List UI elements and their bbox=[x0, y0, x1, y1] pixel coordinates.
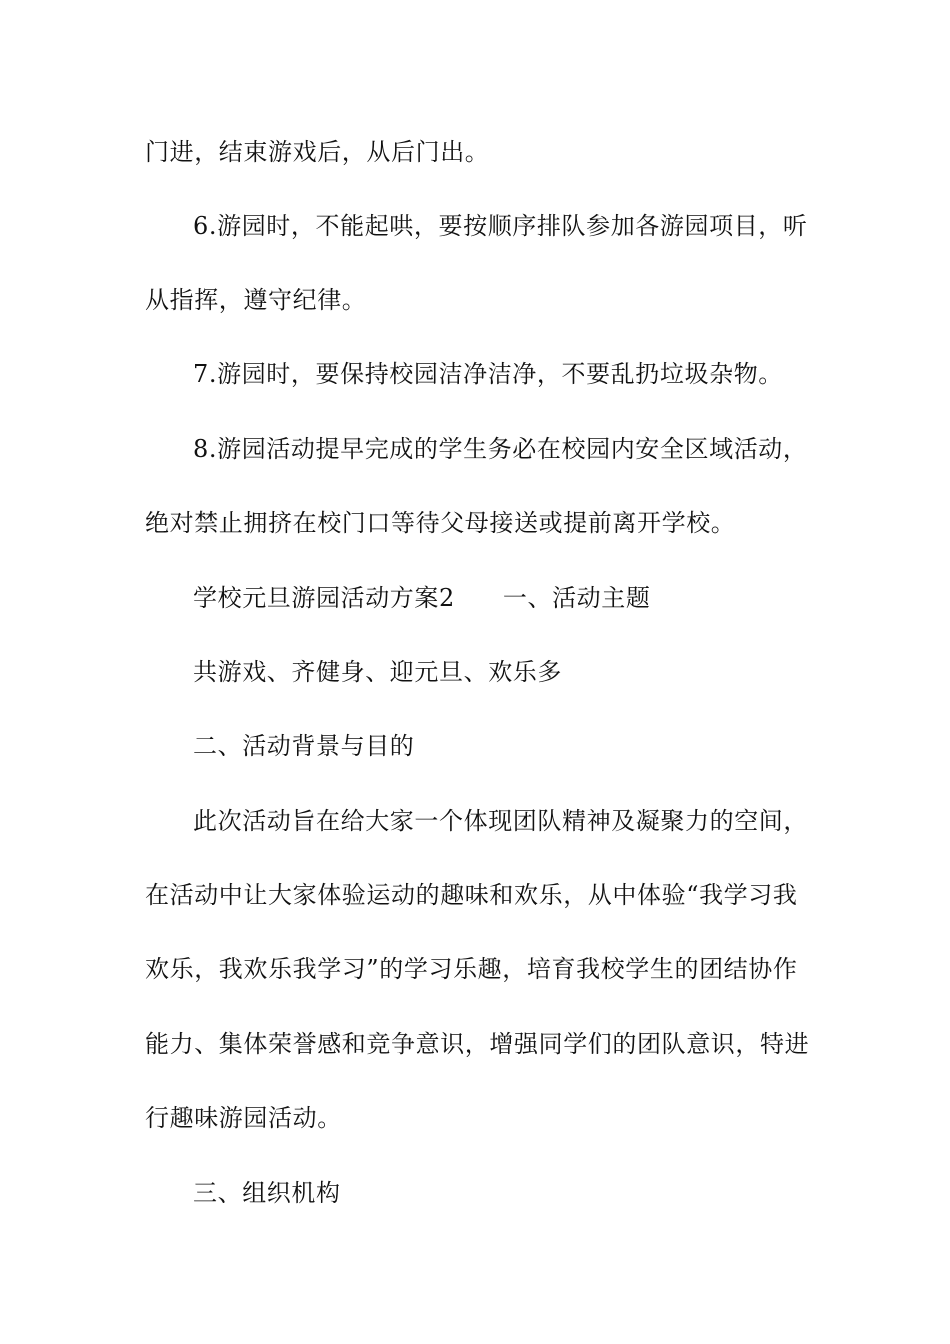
text-line-1: 门进，结束游戏后，从后门出。 bbox=[145, 138, 490, 166]
background-text-line-4: 能力、集体荣誉感和竞争意识，增强同学们的团队意识，特进 bbox=[145, 1030, 810, 1058]
plan-title: 学校元旦游园活动方案2 bbox=[193, 584, 455, 612]
theme-text: 共游戏、齐健身、迎元旦、欢乐多 bbox=[193, 658, 562, 686]
background-text-line-5: 行趣味游园活动。 bbox=[145, 1104, 342, 1132]
background-text-line-3: 欢乐，我欢乐我学习”的学习乐趣，培育我校学生的团结协作 bbox=[145, 955, 798, 983]
rule-7: 7.游园时，要保持校园洁净洁净，不要乱扔垃圾杂物。 bbox=[193, 360, 783, 388]
background-heading: 二、活动背景与目的 bbox=[193, 732, 415, 760]
organization-heading: 三、组织机构 bbox=[193, 1179, 341, 1207]
rule-6-line-2: 从指挥，遵守纪律。 bbox=[145, 286, 367, 314]
theme-heading: 一、活动主题 bbox=[502, 584, 651, 612]
rule-8-line-1: 8.游园活动提早完成的学生务必在校园内安全区域活动， bbox=[193, 435, 808, 463]
background-text-line-1: 此次活动旨在给大家一个体现团队精神及凝聚力的空间， bbox=[193, 807, 808, 835]
rule-8-line-2: 绝对禁止拥挤在校门口等待父母接送或提前离开学校。 bbox=[145, 509, 736, 537]
section-heading-line bbox=[193, 583, 650, 613]
rule-6-line-1: 6.游园时，不能起哄，要按顺序排队参加各游园项目，听 bbox=[193, 212, 808, 240]
background-text-line-2: 在活动中让大家体验运动的趣味和欢乐，从中体验“我学习我 bbox=[145, 881, 798, 909]
